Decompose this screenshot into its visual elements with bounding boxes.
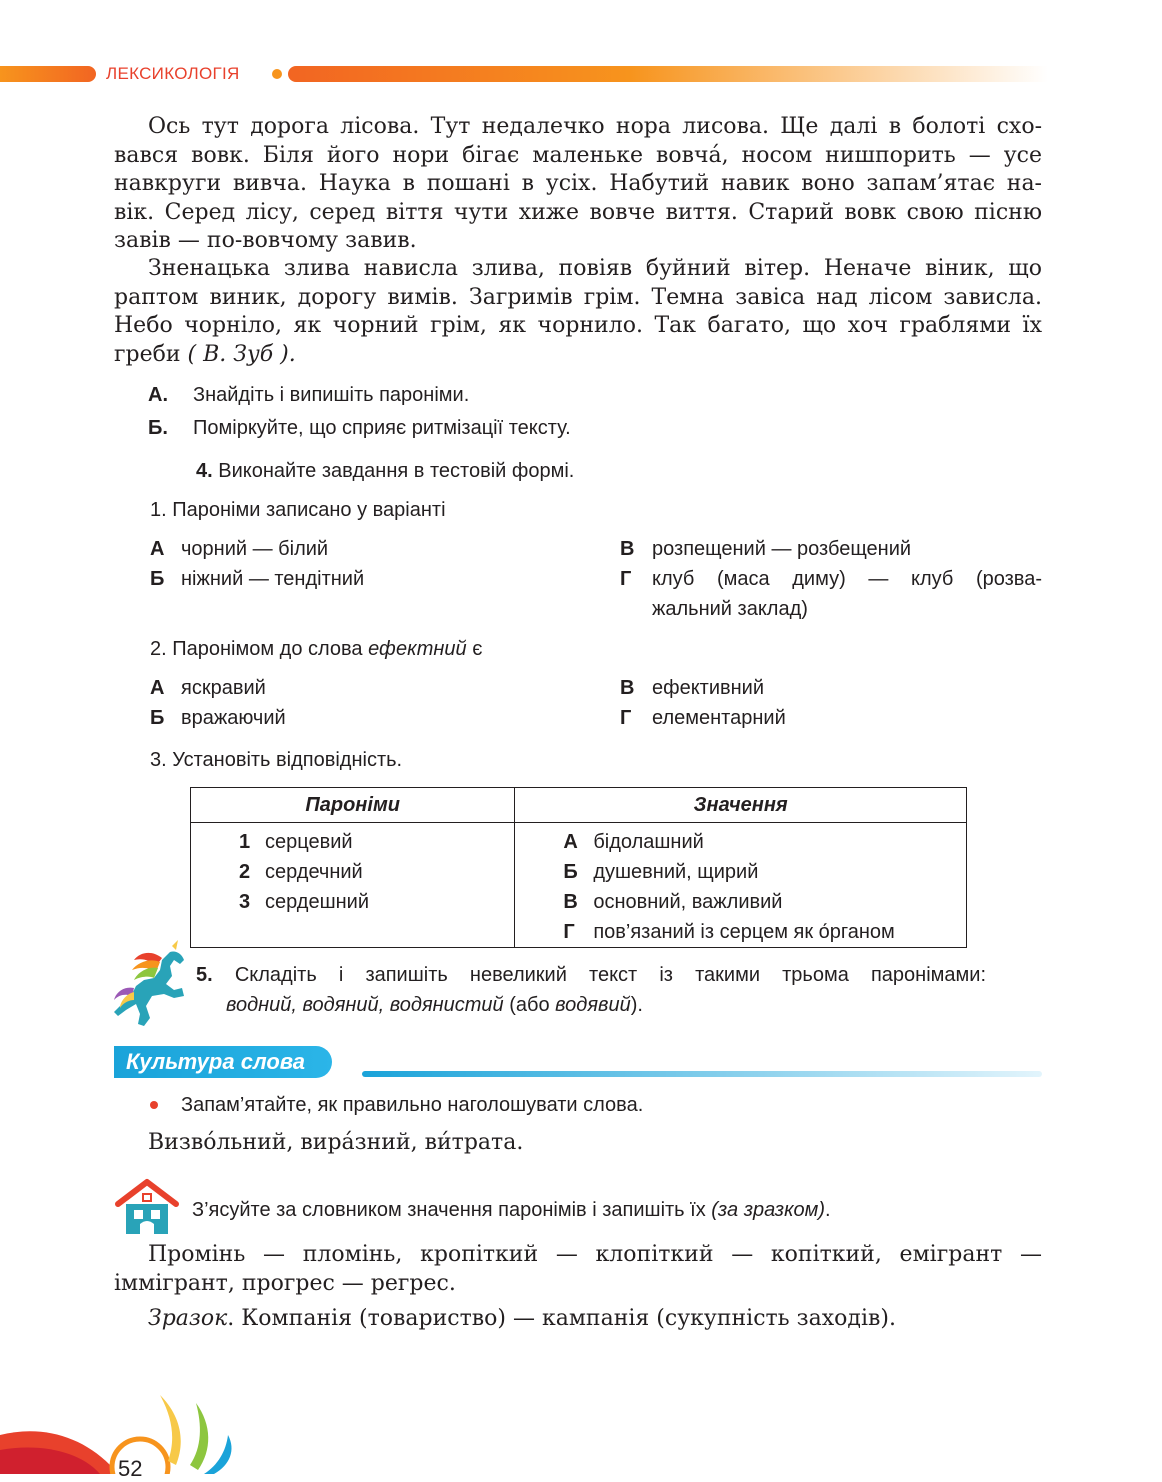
homework-task: З’ясуйте за словником значення паронімів і запишіть їх (за зразком). [192, 1199, 831, 1221]
culture-title: Культура слова [126, 1049, 306, 1074]
text-line: завів — по-вовчому завив. [114, 228, 417, 253]
table-row: В основний, важливий [563, 891, 783, 913]
exercise-4-title: 4. Виконайте завдання в тестовій формі. [196, 460, 575, 482]
paragraph-1 [114, 113, 1042, 256]
text-line: іммігрант, прогрес — регрес. [114, 1270, 456, 1296]
q2-option-b: Б вражаючий [150, 707, 286, 729]
q2-option-d: Г елементарний [620, 707, 786, 729]
table-header-meaning: Значення [515, 788, 967, 823]
text-line: греби ( В. Зуб ). [114, 341, 296, 367]
paragraph-2 [114, 255, 1042, 369]
sample: Зразок. Компанія (товариство) — кампанія (сукупність заходів). [148, 1306, 896, 1331]
question-2: 2. Паронімом до слова ефектний є [150, 638, 483, 660]
q1-option-a: А чорний — білий [150, 538, 329, 560]
q2-option-c: В ефективний [620, 677, 765, 699]
header-bar-right [288, 66, 1048, 82]
exercise-5: 5. Складіть і запишіть невеликий текст із такими трьома паронімами: водний, водяний, водянистий (або водявий). [196, 964, 986, 1016]
table-row: Б душевний, щирий [563, 861, 759, 883]
page-number: 52 [118, 1456, 143, 1481]
task-b: Б. Поміркуйте, що сприяє ритмізації тексту. [148, 417, 571, 439]
text-line: Небо чорніло, як чорний грім, як чорнило. Так багато, що хоч граблями їх [114, 313, 1042, 338]
q1-option-c: В розпещений — розбещений [620, 538, 912, 560]
question-1: 1. Пароніми записано у варіанті [150, 499, 446, 521]
header-dot [272, 69, 282, 79]
table-row: Г пов’язаний із серцем як о́рганом [563, 921, 895, 943]
q1-option-b: Б ніжний — тендітний [150, 568, 365, 590]
table-row: 2 сердечний [239, 861, 363, 883]
paronyms-table [190, 787, 967, 948]
task-a: А. Знайдіть і випишіть пароніми. [148, 384, 470, 406]
section-title: ЛЕКСИКОЛОГІЯ [106, 64, 240, 83]
text-line: раптом виник, дорогу вимів. Загримів грім. Темна завіса над лісом зависла. [114, 284, 1042, 310]
table-row: 3 сердешний [239, 891, 370, 913]
text-line: вався вовк. Біля його нори бігає маленьке вовча́, носом нишпорить — усе [114, 142, 1042, 168]
table-header-paronyms: Пароніми [191, 788, 515, 823]
q2-option-a: А яскравий [150, 677, 266, 699]
text-line: вік. Серед лісу, серед віття чути хиже вовче виття. Старий вовк свою пісню [114, 199, 1042, 225]
house-icon [114, 1178, 180, 1236]
text-line: навкруги вивча. Наука в пошані в усіх. Набутий навик воно запам’ятає на- [114, 171, 1042, 196]
unicorn-icon [112, 940, 194, 1028]
q1-option-d: Г клуб (маса диму) — клуб (розва- жальний заклад) [620, 568, 1042, 620]
header-bar-left [0, 66, 96, 82]
bullet-dot [150, 1101, 158, 1109]
source-author: ( В. Зуб ). [187, 341, 296, 367]
table-row: А бідолашний [563, 831, 704, 853]
culture-divider [362, 1071, 1042, 1077]
text-line: Ось тут дорога лісова. Тут недалечко нора лисова. Ще далі в болоті схо- [148, 114, 1042, 139]
text-line: Зненацька злива нависла злива, повіяв буйний вітер. Неначе віник, що [148, 256, 1042, 281]
stressed-words: Визво́льний, вира́зний, ви́трата. [148, 1130, 524, 1155]
question-3: 3. Установіть відповідність. [150, 749, 403, 771]
table-cell-meanings [515, 823, 967, 948]
table-cell-paronyms [191, 823, 515, 948]
homework-words [114, 1241, 1042, 1298]
text-line: Промінь — пломінь, кропіткий — клопіткий — копіткий, емігрант — [148, 1242, 1042, 1267]
table-row: 1 серцевий [239, 831, 353, 853]
culture-bullet-text: Запам’ятайте, як правильно наголошувати слова. [181, 1094, 644, 1116]
